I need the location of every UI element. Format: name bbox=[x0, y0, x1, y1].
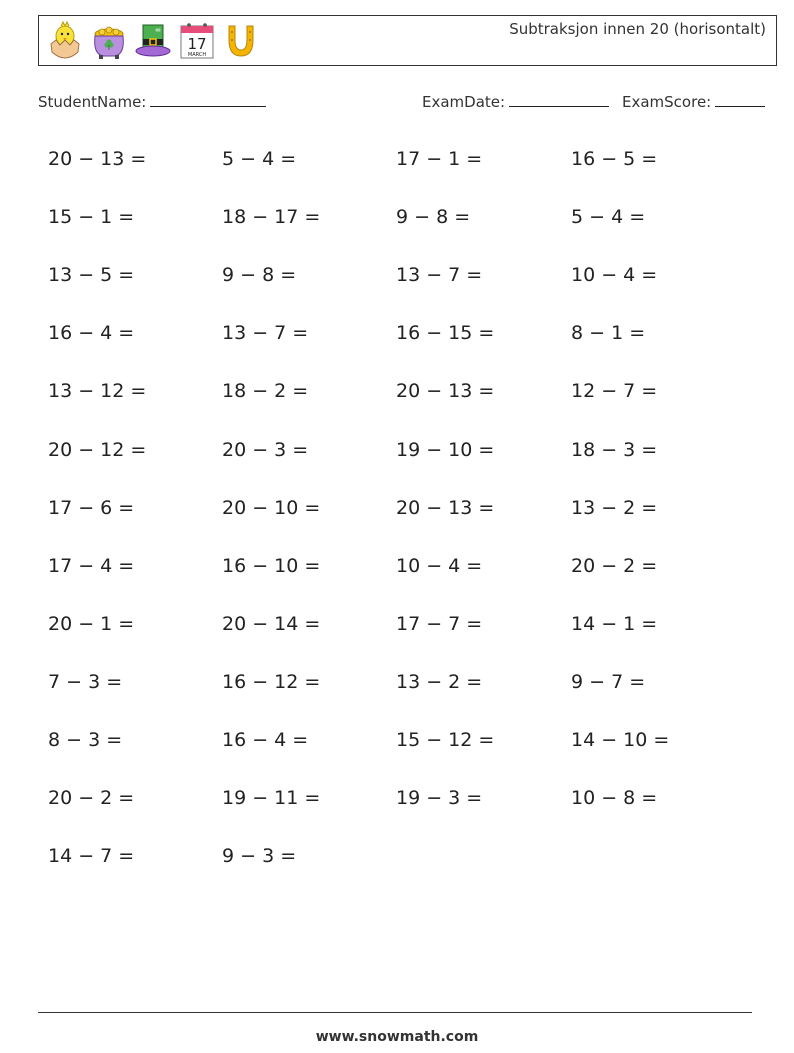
problem-item: 13 − 2 = bbox=[396, 671, 483, 693]
problem-item: 9 − 3 = bbox=[222, 845, 297, 867]
footer-divider bbox=[38, 1012, 752, 1013]
problem-item: 5 − 4 = bbox=[571, 206, 646, 228]
problem-item: 7 − 3 = bbox=[48, 671, 123, 693]
problem-item: 13 − 7 = bbox=[396, 264, 483, 286]
problem-item: 9 − 8 = bbox=[396, 206, 471, 228]
problem-item: 20 − 12 = bbox=[48, 439, 147, 461]
problem-item: 10 − 4 = bbox=[571, 264, 658, 286]
problem-item: 20 − 2 = bbox=[48, 787, 135, 809]
problem-item: 14 − 10 = bbox=[571, 729, 670, 751]
problem-item: 20 − 3 = bbox=[222, 439, 309, 461]
problem-item: 17 − 6 = bbox=[48, 497, 135, 519]
footer-url: www.snowmath.com bbox=[315, 1029, 479, 1045]
problem-item: 15 − 1 = bbox=[48, 206, 135, 228]
exam-score-label: ExamScore: bbox=[622, 93, 712, 111]
problem-item: 8 − 3 = bbox=[48, 729, 123, 751]
problem-item: 10 − 4 = bbox=[396, 555, 483, 577]
student-name-label: StudentName: bbox=[38, 93, 147, 111]
problem-item: 13 − 12 = bbox=[48, 380, 147, 402]
problem-item: 20 − 2 = bbox=[571, 555, 658, 577]
problem-item: 14 − 7 = bbox=[48, 845, 135, 867]
problem-item: 13 − 5 = bbox=[48, 264, 135, 286]
problem-item: 16 − 12 = bbox=[222, 671, 321, 693]
problem-item: 20 − 1 = bbox=[48, 613, 135, 635]
problem-item: 17 − 4 = bbox=[48, 555, 135, 577]
problem-item: 18 − 17 = bbox=[222, 206, 321, 228]
problem-item: 20 − 13 = bbox=[48, 148, 147, 170]
problem-item: 15 − 12 = bbox=[396, 729, 495, 751]
problem-item: 18 − 3 = bbox=[571, 439, 658, 461]
problem-item: 9 − 8 = bbox=[222, 264, 297, 286]
problem-item: 20 − 14 = bbox=[222, 613, 321, 635]
problem-item: 12 − 7 = bbox=[571, 380, 658, 402]
problem-item: 19 − 11 = bbox=[222, 787, 321, 809]
problem-item: 20 − 10 = bbox=[222, 497, 321, 519]
problem-item: 8 − 1 = bbox=[571, 322, 646, 344]
problem-item: 16 − 4 = bbox=[48, 322, 135, 344]
problem-item: 13 − 7 = bbox=[222, 322, 309, 344]
problem-item: 19 − 3 = bbox=[396, 787, 483, 809]
problem-item: 9 − 7 = bbox=[571, 671, 646, 693]
problem-item: 16 − 10 = bbox=[222, 555, 321, 577]
problem-item: 20 − 13 = bbox=[396, 497, 495, 519]
exam-date-label: ExamDate: bbox=[422, 93, 506, 111]
problem-item: 5 − 4 = bbox=[222, 148, 297, 170]
problem-item: 17 − 7 = bbox=[396, 613, 483, 635]
problem-item: 18 − 2 = bbox=[222, 380, 309, 402]
problem-item: 13 − 2 = bbox=[571, 497, 658, 519]
svg-text:17: 17 bbox=[187, 35, 207, 53]
problem-item: 17 − 1 = bbox=[396, 148, 483, 170]
svg-text:MARCH: MARCH bbox=[187, 52, 207, 58]
problem-item: 19 − 10 = bbox=[396, 439, 495, 461]
problem-item: 14 − 1 = bbox=[571, 613, 658, 635]
problem-item: 10 − 8 = bbox=[571, 787, 658, 809]
problem-item: 16 − 4 = bbox=[222, 729, 309, 751]
problem-item: 20 − 13 = bbox=[396, 380, 495, 402]
problem-item: 16 − 15 = bbox=[396, 322, 495, 344]
problem-item: 16 − 5 = bbox=[571, 148, 658, 170]
worksheet-title: Subtraksjon innen 20 (horisontalt) bbox=[509, 20, 766, 38]
